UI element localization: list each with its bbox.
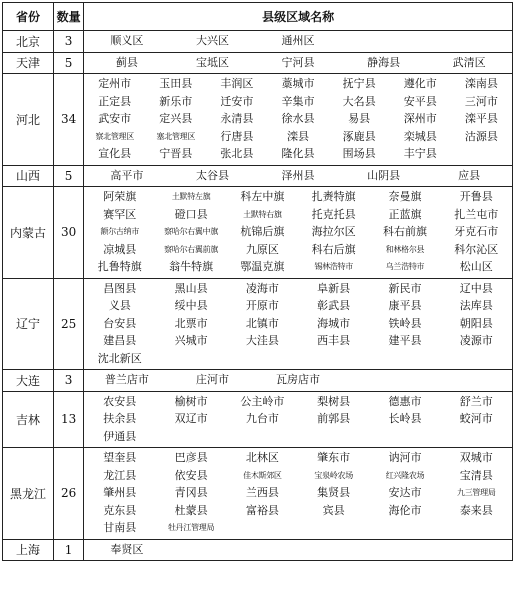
- county-item: 佳木斯郊区: [243, 470, 282, 480]
- county-list-cell: [84, 31, 513, 53]
- county-item: 开鲁县: [459, 190, 493, 203]
- county-item: 行唐县: [220, 129, 254, 143]
- county-item: 青冈县: [174, 486, 208, 499]
- county-item: 阿荣旗: [103, 190, 137, 203]
- county-item: 肇东市: [317, 451, 351, 464]
- county-item: 遵化市: [403, 77, 437, 90]
- county-item: 北林区: [245, 451, 279, 464]
- count-cell: 5: [54, 165, 84, 187]
- county-item: 瓦房店市: [276, 373, 321, 386]
- county-item: 丰宁县: [403, 147, 437, 160]
- county-item: 察北管理区: [95, 131, 134, 141]
- county-item: 依安县: [174, 468, 208, 482]
- province-cell: 上海: [3, 539, 54, 561]
- county-list-cell: [84, 448, 513, 540]
- county-item: 铁岭县: [388, 316, 422, 330]
- county-item: 奉贤区: [110, 542, 144, 556]
- county-item: 宁河县: [281, 55, 315, 69]
- county-item: 察哈尔右翼前旗: [164, 244, 219, 254]
- county-item: 杜蒙县: [174, 503, 208, 517]
- county-item: 玉田县: [159, 77, 193, 90]
- county-list-cell: [84, 278, 513, 370]
- county-item: 舒兰市: [459, 394, 493, 408]
- table-row: [3, 31, 513, 53]
- county-item: 辛集市: [281, 94, 315, 108]
- county-item: 武清区: [452, 55, 486, 69]
- county-item: 大名县: [342, 94, 376, 108]
- county-item: 翁牛特旗: [169, 260, 214, 273]
- province-cell: 山西: [3, 165, 54, 187]
- header-row: [3, 3, 513, 31]
- count-cell: 3: [54, 31, 84, 53]
- county-item: 宝坻区: [195, 55, 229, 69]
- county-list: [84, 74, 512, 165]
- county-item: 围场县: [342, 147, 376, 160]
- county-item: 滦南县: [464, 77, 498, 90]
- table-row: [3, 52, 513, 74]
- county-item: 法库县: [459, 299, 493, 312]
- county-item: 龙江县: [103, 468, 137, 482]
- county-item: 安达市: [388, 486, 422, 499]
- table-row: [3, 391, 513, 448]
- county-item: 北票市: [174, 316, 208, 330]
- province-cell: 内蒙古: [3, 187, 54, 279]
- county-item: 朝阳县: [459, 316, 493, 330]
- county-item: 伊通县: [103, 429, 137, 443]
- county-list: [84, 540, 512, 561]
- county-item: 九原区: [245, 242, 279, 256]
- county-item: 迁安市: [220, 94, 254, 108]
- county-item: 绥中县: [174, 299, 208, 312]
- county-item: 太谷县: [195, 168, 229, 182]
- count-cell: 34: [54, 74, 84, 166]
- county-item: 奈曼旗: [388, 190, 422, 203]
- county-item: 科尔沁区: [454, 242, 499, 256]
- county-list-cell: [84, 74, 513, 166]
- county-item: 九三管理局: [457, 488, 496, 497]
- county-item: 新乐市: [159, 94, 193, 108]
- count-cell: 5: [54, 52, 84, 74]
- county-item: 海城市: [317, 316, 351, 330]
- county-item: 新民市: [388, 281, 422, 295]
- county-item: 扎兰屯市: [454, 207, 499, 221]
- county-item: 望奎县: [103, 451, 137, 464]
- county-item: 海伦市: [388, 503, 422, 517]
- province-cell: 北京: [3, 31, 54, 53]
- county-list: [84, 279, 512, 370]
- county-item: 北镇市: [245, 316, 279, 330]
- county-list: [84, 392, 512, 448]
- county-item: 乌兰浩特市: [385, 262, 425, 271]
- county-item: 康平县: [388, 299, 422, 312]
- county-item: 阜新县: [317, 281, 351, 295]
- county-item: 武安市: [98, 112, 132, 125]
- county-item: 隆化县: [281, 147, 315, 160]
- county-item: 兴城市: [174, 334, 208, 347]
- county-item: 台安县: [103, 316, 137, 330]
- county-item: 沈北新区: [97, 351, 142, 365]
- county-item: 甘南县: [103, 521, 137, 534]
- county-item: 抚宁县: [342, 77, 376, 90]
- county-item: 滦县: [287, 129, 310, 143]
- county-item: 蛟河市: [459, 412, 493, 425]
- count-cell: 25: [54, 278, 84, 370]
- county-item: 塞北管理区: [156, 131, 196, 141]
- county-item: 双城市: [459, 451, 493, 464]
- county-list: [84, 187, 512, 278]
- county-item: 西丰县: [317, 334, 351, 347]
- county-item: 集贤县: [317, 486, 351, 499]
- province-cell: 黑龙江: [3, 448, 54, 540]
- county-list-cell: [84, 370, 513, 392]
- table-row: [3, 448, 513, 540]
- county-item: 九台市: [245, 412, 279, 425]
- county-item: 易县: [348, 112, 371, 125]
- county-item: 扎赉特旗: [311, 190, 356, 203]
- county-item: 大兴区: [195, 34, 229, 47]
- county-item: 科右前旗: [382, 225, 427, 238]
- county-list: [84, 166, 512, 187]
- county-item: 讷河市: [388, 451, 422, 464]
- county-item: 正定县: [98, 94, 132, 108]
- county-item: 蓟县: [115, 55, 138, 69]
- header-count: 数量: [54, 3, 84, 31]
- table-row: [3, 370, 513, 392]
- county-item: 扶余县: [103, 412, 137, 425]
- county-item: 察哈尔右翼中旗: [164, 227, 219, 236]
- province-cell: 吉林: [3, 391, 54, 448]
- county-item: 沽源县: [464, 129, 498, 143]
- county-item: 牙克石市: [454, 225, 499, 238]
- county-item: 定兴县: [159, 112, 193, 125]
- county-item: 磴口县: [174, 207, 208, 221]
- county-item: 和林格尔县: [385, 244, 425, 254]
- county-item: 栾城县: [403, 129, 437, 143]
- county-list-cell: [84, 165, 513, 187]
- county-list-cell: [84, 539, 513, 561]
- county-item: 宣化县: [98, 147, 132, 160]
- county-item: 德惠市: [388, 394, 422, 408]
- county-item: 农安县: [103, 394, 137, 408]
- table-body: [3, 3, 513, 561]
- county-list: [84, 370, 512, 391]
- county-item: 锡林浩特市: [314, 262, 353, 271]
- county-item: 庄河市: [195, 373, 229, 386]
- county-item: 开原市: [245, 299, 279, 312]
- county-item: 前郭县: [317, 412, 351, 425]
- county-item: 凌海市: [245, 281, 279, 295]
- county-item: 高平市: [110, 168, 144, 182]
- county-item: 赛罕区: [103, 207, 137, 221]
- county-item: 富裕县: [245, 503, 279, 517]
- header-province: 省份: [3, 3, 54, 31]
- county-list-cell: [84, 187, 513, 279]
- county-item: 泰来县: [459, 503, 493, 517]
- county-item: 辽中县: [459, 281, 493, 295]
- count-cell: 13: [54, 391, 84, 448]
- county-item: 鄂温克旗: [240, 260, 285, 273]
- table-row: [3, 278, 513, 370]
- header-list: 县级区域名称: [84, 3, 513, 31]
- county-item: 双辽市: [174, 412, 208, 425]
- county-item: 彰武县: [317, 299, 351, 312]
- county-item: 滦平县: [464, 112, 498, 125]
- county-item: 宁晋县: [159, 147, 193, 160]
- county-item: 兰西县: [245, 486, 279, 499]
- county-table: [2, 2, 513, 561]
- county-item: 公主岭市: [240, 394, 285, 408]
- county-item: 义县: [108, 299, 131, 312]
- county-item: 榆树市: [174, 394, 208, 408]
- county-item: 定州市: [98, 77, 132, 90]
- county-item: 长岭县: [388, 412, 422, 425]
- province-cell: 天津: [3, 52, 54, 74]
- count-cell: 30: [54, 187, 84, 279]
- county-item: 凌源市: [459, 334, 493, 347]
- county-item: 安平县: [403, 94, 437, 108]
- county-list: [84, 31, 512, 52]
- county-item: 建平县: [388, 334, 422, 347]
- county-item: 凉城县: [103, 242, 137, 256]
- county-item: 扎鲁特旗: [97, 260, 142, 273]
- county-list: [84, 53, 512, 74]
- county-item: 额尔古纳市: [100, 227, 140, 236]
- table-row: [3, 539, 513, 561]
- table-row: [3, 165, 513, 187]
- county-item: 徐水县: [281, 112, 315, 125]
- county-item: 巴彦县: [174, 451, 208, 464]
- county-item: 宝泉岭农场: [314, 470, 353, 480]
- table-row: [3, 74, 513, 166]
- county-item: 红兴隆农场: [385, 470, 425, 480]
- county-item: 应县: [458, 168, 481, 182]
- county-item: 正蓝旗: [388, 207, 422, 221]
- count-cell: 26: [54, 448, 84, 540]
- county-item: 克东县: [103, 503, 137, 517]
- county-item: 涿鹿县: [342, 129, 376, 143]
- county-item: 普兰店市: [104, 373, 149, 386]
- county-item: 梨树县: [317, 394, 351, 408]
- county-item: 宾县: [322, 503, 345, 517]
- county-item: 杭锦后旗: [240, 225, 285, 238]
- county-item: 宝清县: [459, 468, 493, 482]
- table-row: [3, 187, 513, 279]
- county-item: 肇州县: [103, 486, 137, 499]
- county-item: 张北县: [220, 147, 254, 160]
- count-cell: 3: [54, 370, 84, 392]
- county-item: 土默特右旗: [243, 209, 282, 219]
- county-item: 藁城市: [281, 77, 315, 90]
- county-item: 永清县: [220, 112, 254, 125]
- county-item: 昌图县: [103, 281, 137, 295]
- county-item: 三河市: [464, 94, 498, 108]
- county-item: 深州市: [403, 112, 437, 125]
- county-item: 牡丹江管理局: [167, 523, 215, 532]
- county-item: 静海县: [367, 55, 401, 69]
- province-cell: 大连: [3, 370, 54, 392]
- county-list-cell: [84, 52, 513, 74]
- county-list-cell: [84, 391, 513, 448]
- county-item: 土默特左旗: [171, 192, 211, 201]
- county-item: 通州区: [281, 34, 315, 47]
- county-list: [84, 448, 512, 539]
- county-item: 建昌县: [103, 334, 137, 347]
- county-item: 科右后旗: [311, 242, 356, 256]
- count-cell: 1: [54, 539, 84, 561]
- county-item: 托克托县: [311, 207, 356, 221]
- province-cell: 河北: [3, 74, 54, 166]
- county-item: 松山区: [459, 260, 493, 273]
- county-item: 科左中旗: [240, 190, 285, 203]
- county-item: 黑山县: [174, 281, 208, 295]
- county-item: 山阴县: [367, 168, 401, 182]
- county-item: 顺义区: [110, 34, 144, 47]
- county-item: 海拉尔区: [311, 225, 356, 238]
- county-item: 泽州县: [281, 168, 315, 182]
- county-item: 丰润区: [220, 77, 254, 90]
- province-cell: 辽宁: [3, 278, 54, 370]
- county-item: 大洼县: [245, 334, 279, 347]
